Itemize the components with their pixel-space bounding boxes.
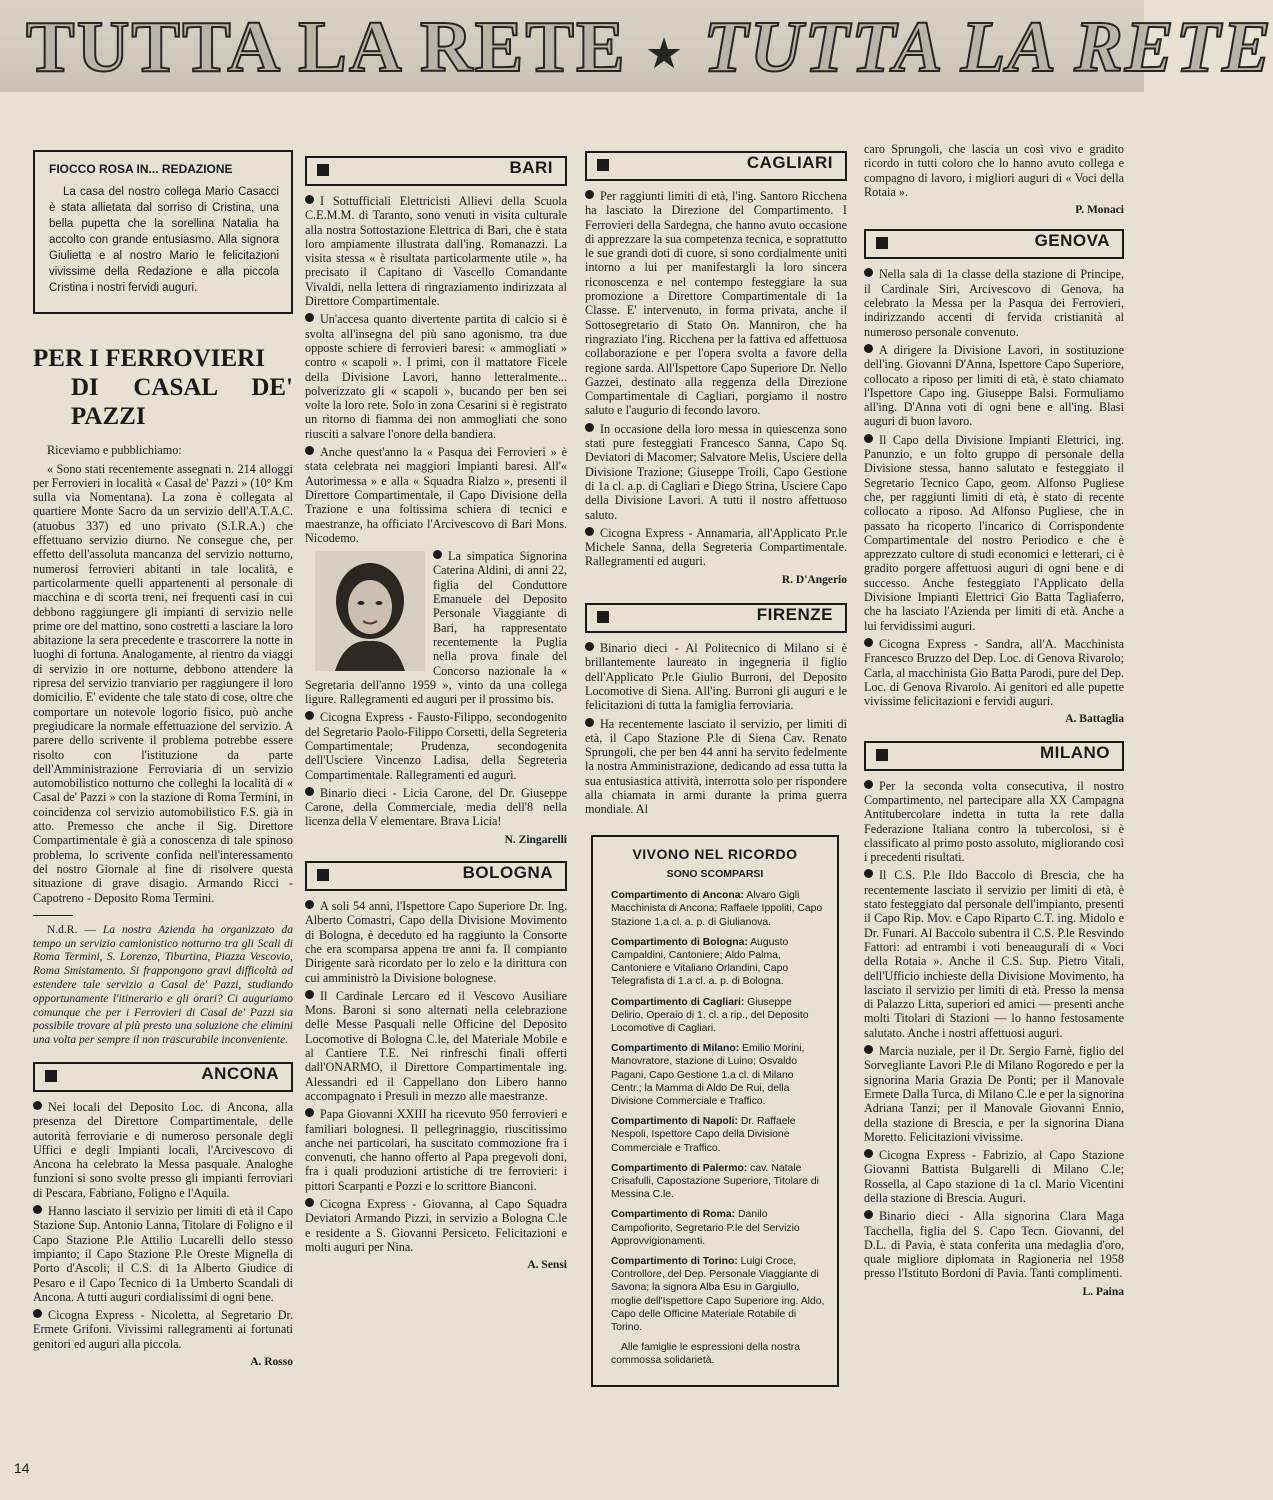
memorial-entry [605,936,825,989]
bullet-icon [305,900,314,909]
bullet-icon [585,718,594,727]
star-icon: ★ [646,33,684,76]
list-item [33,1204,293,1304]
list-item [33,1100,293,1200]
ndr-label: N.d.R. — [47,923,96,936]
item-text: A soli 54 anni, l'Ispettore Capo Superiore Dr. Ing. Alberto Comastri, Capo della Divisione Movimento di Bologna, è deceduto ed ha raggiunto la Consorte che era scomparsa appena tre anni fa. Il compianto Dirigente sarà ricordato per lo zelo e la dirittura con cui amministrò la Divisione bolognese. [305,899,567,985]
bullet-icon [585,642,594,651]
signature: L. Paina [1082,1285,1124,1298]
fiocco-rosa-box [33,150,293,314]
list-item [864,343,1124,429]
entry-text: Dr. Raffaele Nespoli, Ispettore Capo della Divisione Commerciale e Traffico. [611,1116,796,1154]
banner-title-left: TUTTA LA RETE [26,6,627,87]
section-title: BARI [509,158,553,177]
item-text: Il Capo della Divisione Impianti Elettrici, ing. Panunzio, e un folto gruppo di personale della Divisione stessa, hanno salutato e festeggiato il Segretario Tecnico Capo, geom. Alfonso Pugliese che, per raggiunti limiti di età, è stato di recente collocato a riposo. Ad Alfonso Pugliese, che in passato ha ricoperto l'incarico di Corrispondente Compartimentale del nostro Periodico e che è apprezzato cultore di studi economici e letterari, ci è gradito porgere affettuosi auguri di ogni bene e di successo. Anche festeggiato l'Applicato della Divisione Impianti Elettrici Gio Batta Tagliaferro, che ha lasciato l'Azienda per limiti di età. Anche a lui fervidissimi auguri. [864,432,1124,633]
list-item [305,1107,567,1193]
compartment-name: Compartimento di Milano: [611,1043,740,1055]
item-text: Papa Giovanni XXIII ha ricevuto 950 ferrovieri e familiari bolognesi. Il pellegrinaggio, riuscitissimo anche nei particolari, ha suscitato commozione fra i convenuti, che hanno offerto al Papa pregevoli doni, fra i quali produzioni artistiche di tre ferrovieri: i pittori Scarpanti e Pozzi e lo scrittore Bianconi. [305,1107,567,1193]
list-item [864,433,1124,633]
bullet-icon [864,434,873,443]
bullet-icon [305,1108,314,1117]
section-header-milano [864,741,1124,771]
item-text: Marcia nuziale, per il Dr. Sergio Farnè, figlio del Sorvegliante Lavori P.le di Milano Rogoredo e per la signorina Maria Grazia De Ponti; per il Manovale Ermete Dalla Turca, di Milano C.le e per la signorina Adriana Tanzi; per il Manovale Giovanni Ennio, della stazione di Brescia, e per la signorina Diana Moretto. Felicitazioni vivissime. [864,1044,1124,1144]
item-text: Binario dieci - Licia Carone, del Dr. Giuseppe Carone, della Commerciale, media dell'8 nella licenza della V elementare. Brava Licia! [305,785,567,829]
section-header-genova [864,229,1124,259]
page-number: 14 [14,1460,30,1476]
memorial-entry [605,1042,825,1108]
item-text: Nella sala di 1a classe della stazione di Principe, il Cardinale Siri, Arcivescovo di Genova, ha celebrato la Messa per la Pasqua dei Ferrovieri, indirizzando accenti di fervida cristianità al numeroso personale convenuto. [864,267,1124,339]
divider [33,915,73,916]
photo-item [305,549,567,706]
item-text: Per la seconda volta consecutiva, il nostro Compartimento, nel partecipare alla XX Campagna Antitubercolare indetta in tutta la rete dalla Federazione Italiana contro la tubercolosi, si è classificato al primo posto assoluto, migliorando così i precedenti risultati. [864,778,1124,865]
item-text: Nei locali del Deposito Loc. di Ancona, alla presenza del Direttore Compartimentale, delle autorità ferroviarie e di numeroso personale degli Uffici e degli Impianti locali, l'Arcivescovo di Ancona ha celebrato la Messa pasquale. Analoghe funzioni si sono svolte presso gli impianti ferroviari di Pescara, Fabriano, Foligno e l'Aquila. [33,1099,293,1200]
section-title: GENOVA [1034,231,1110,251]
list-item [305,312,567,441]
portrait-photo [315,551,425,671]
bullet-icon [864,268,873,277]
list-item [585,422,847,522]
list-item [864,1209,1124,1280]
memorial-entry [605,889,825,929]
bullet-icon [585,527,594,536]
column-4 [864,142,1124,1305]
bullet-icon [864,869,873,878]
signature: P. Monaci [1075,204,1124,217]
square-icon [45,1070,57,1082]
bullet-icon [433,550,442,559]
list-item [305,899,567,985]
entry-text: Luigi Croce, Controllore, del Dep. Personale Viaggiante di Savona; la signora Alba Esu in Gargiullo, moglie dell'Ispettore Capo Superiore ing. Aldo, Capo delle Officine Materiale Rotabile di Torino. [611,1256,825,1334]
memorial-closing: Alle famiglie le espressioni della nostra commossa solidarietà. [611,1342,801,1367]
bullet-icon [305,195,314,204]
list-item [864,1044,1124,1144]
section-header-bologna [305,861,567,891]
compartment-name: Compartimento di Ancona: [611,890,744,902]
signature: A. Sensi [527,1259,567,1272]
bullet-icon [33,1101,42,1110]
list-item [585,526,847,569]
list-item [864,868,1124,1040]
bullet-icon [305,313,314,322]
list-item [864,267,1124,338]
list-item [864,1148,1124,1205]
bullet-icon [864,344,873,353]
list-item [864,779,1124,865]
memorial-entry [605,1115,825,1155]
item-text: Cicogna Express - Nicoletta, al Segretario Dr. Ermete Grifoni. Vivissimi rallegramenti ai fortunati genitori ed auguri alla piccola. [33,1308,293,1351]
section-title: CAGLIARI [746,153,833,172]
section-title: FIRENZE [756,605,833,625]
list-item [864,637,1124,708]
item-text: Un'accesa quanto divertente partita di calcio si è svolta all'insegna del più sano agonismo, tra due opposte schiere di ferrovieri baresi: « ammogliati » contro « scapoli ». I primi, con il mattatore Ficele della Divisione Lavori, hanno letteralmente... polverizzato gli « scapoli », bucando per ben sei volte la loro rete. Solo in zona Cesarini si è registrato un ritorno di fiamma dei non ammogliati che sono riusciti a salvare l'onore della bandiera. [305,312,567,441]
square-icon [876,237,888,249]
bullet-icon [585,423,594,432]
square-icon [876,749,888,761]
compartment-name: Compartimento di Palermo: [611,1162,748,1174]
square-icon [597,611,609,623]
bullet-icon [305,446,314,455]
memorial-entry [605,1255,825,1334]
bullet-icon [864,780,873,789]
bullet-icon [305,787,314,796]
item-text: Il Cardinale Lercaro ed il Vescovo Ausiliare Mons. Baroni si sono alternati nella celebrazione delle Messe Pasquali nelle Officine del Deposito Locomotive di Bologna C.le, del Materiale Mobile e al Cantiere T.E. Nei rinfreschi finali offerti dall'ONARMO, il Direttore Compartimentale ing. Alessandri ed il Cappellano don Libero hanno accompagnato i Presuli in mezzo alle maestranze. [305,988,567,1103]
item-text: Cicogna Express - Fausto-Filippo, secondogenito del Segretario Paolo-Filippo Corsetti, della Segreteria Compartimentale; Prudenza, secondogenita dell'Usciere Vincenzo Ladisa, della Segreteria Compartimentale. Rallegramenti ed auguri. [305,710,567,782]
item-text: Hanno lasciato il servizio per limiti di età il Capo Stazione Sup. Antonio Lanna, Titolare di Foligno e il Capo Stazione P.le Attilio Lucarelli dello stesso impianto; il Capo Stazione P.le Oreste Mignella di Porto d'Ascoli; il C.S. di 1a Alberto Giudice di Pesaro e il Capo Tecnico di 1a Umberto Scandali di Ancona. A tutti auguri cordialissimi di ogni bene. [33,1204,293,1304]
list-item [585,717,847,817]
memorial-subtitle: SONO SCOMPARSI [666,867,764,880]
column-3 [585,145,847,1387]
list-item [305,989,567,1103]
column-2 [305,150,567,1278]
list-item [33,1308,293,1351]
item-text: Cicogna Express - Sandra, all'A. Macchinista Francesco Bruzzo del Dep. Loc. di Genova Rivarolo; Carla, al macchinista Gio Batta Parodi, pure del Dep. Loc. di Genova Rivarolo. Ai genitori ed alle pupette vivissime felicitazioni e fervidi auguri. [864,636,1124,709]
bullet-icon [33,1205,42,1214]
compartment-name: Compartimento di Napoli: [611,1116,738,1128]
bullet-icon [33,1309,42,1318]
compartment-name: Compartimento di Torino: [611,1256,738,1268]
section-header-bari [305,156,567,186]
casal-title-2: DI CASAL DE' PAZZI [71,374,293,431]
item-text: Cicogna Express - Fabrizio, al Capo Stazione Giovanni Battista Bulgarelli di Milano C.le; Rossella, al Capo stazione di 1a cl. Mario Vicentini della stazione di Brescia. Auguri. [864,1148,1124,1205]
fiocco-text: La casa del nostro collega Mario Casacci è stata allietata dal sorriso di Cristina, una bella pupetta che la sorellina Natalia ha accolto con grande entusiasmo. Alla signora Giulietta e al nostro Mario le felicitazioni vivissime della Redazione e alla piccola Cristina i nostri fervidi auguri. [49,186,279,295]
banner-title-right: TUTTA LA RETE [703,6,1273,87]
ndr-text: La nostra Azienda ha organizzato da tempo un servizio camionistico notturno tra gli Scali di Roma Termini, S. Lorenzo, Tiburtina, Piazza Vescovio, Roma Smistamento. Si frappongono gravi difficoltà ad estendere tale servizio a Casal de' Pazzi, studiando opportunamente l'itinerario e gli orari? Ci auguriamo comunque che per i Ferrovieri di Casal de' Pazzi sia possibile trovare al più presto una soluzione che elimini una volta per sempre il non trascurabile inconveniente. [33,923,294,1047]
entry-text: Giuseppe Delirio, Operaio di 1. cl. a rip., del Deposito Locomotive di Cagliari. [611,996,809,1034]
bullet-icon [585,190,594,199]
entry-text: Danilo Campofiorito, Segretario P.le del Servizio Approvvigionamenti. [611,1209,800,1247]
section-title: BOLOGNA [462,863,553,883]
casal-intro: Riceviamo e pubblichiamo: [47,443,182,458]
square-icon [597,159,609,171]
entry-text: Augusto Campaldini, Cantoniere; Aldo Palma, Cantoniere e Vitaliano Orlandini, Capo Telegrafista di 1.a cl. a. p. di Bologna. [611,936,789,988]
signature: A. Rosso [250,1356,293,1369]
list-item [585,189,847,418]
item-text: I Sottufficiali Elettricisti Allievi della Scuola C.E.M.M. di Taranto, sono venuti in visita culturale alla nostra Sottostazione Elettrica di Bari, che è stata loro ampiamente illustrata dall'ing. Romanazzi. La visita stessa « è risultata particolarmente utile », ha precisato il Capitano di Vascello Comandante Vivaldi, nella lettera di ringraziamento indirizzata al Direttore Compartimentale. [305,194,567,309]
ndr-note [33,924,293,1048]
item-text: Binario dieci - Al Politecnico di Milano si è brillantemente laureato in ingegneria il figlio dell'Applicato Pr.le Giulio Burroni, del Deposito Locomotive di Siena. All'ing. Burroni gli auguri e le felicitazioni di tutta la famiglia ferroviaria. [585,641,847,713]
signature: N. Zingarelli [504,833,567,846]
list-item [305,194,567,308]
item-text: In occasione della loro messa in quiescenza sono stati pure festeggiati Francesco Sanna, Capo Sq. Deviatori di Macomer; Salvatore Melis, Usciere della Divisione Trazione; Giuseppe Troili, Capo Gestione di 1a cl. a.p. di Cagliari e Diego Strina, Usciere Capo della Divisione Lavori. A tutti il nostro affettuoso saluto. [585,421,847,522]
compartment-name: Compartimento di Roma: [611,1209,736,1221]
item-text: Cicogna Express - Giovanna, al Capo Squadra Deviatori Armando Pizzi, in servizio a Bologna C.le e residente a S. Giovanni Persiceto. Felicitazioni e molti auguri per Nina. [305,1197,567,1254]
list-item [585,641,847,712]
item-text: Anche quest'anno la « Pasqua dei Ferrovieri » è stata celebrata nei maggiori Impianti baresi. All'« Autorimessa » e alla « Squadra Rialzo », presenti il Direttore Compartimentale, il Capo Divisione della Trazione e una foltissima schiera di tecnici e maestranze, ha officiato l'Arcivescovo di Bari Mons. Nicodemo. [305,445,567,545]
memorial-title: VIVONO NEL RICORDO [632,845,798,862]
item-text: La simpatica Signorina Caterina Aldini, di anni 22, figlia del Conduttore Emanuele del Deposito Personale Viaggiante di Bari, ha rappresentato recentemente la Puglia nella prova finale del Concorso nazionale la « Segretaria dell'anno 1959 », vinto da una collega ligure. Rallegramenti ed auguri per il prossimo bis. [305,549,567,707]
casal-body: « Sono stati recentemente assegnati n. 214 alloggi per Ferrovieri in località « Casal de' Pazzi » (10° Km sulla via Nomentana). La zona è collegata al quartiere Monte Sacro da un servizio dell'A.T.A.C. (atuobus 337) ed uno privato (S.I.R.A.) che effettuano servizio diurno. Ne consegue che, per effetto dell'assoluta mancanza del servizio notturno, numerosi ferrovieri abitanti in tale località, e particolarmente quelli appartenenti al personale di macchina e di scorta treni, nei frequenti casi in cui debbono raggiungere gli impianti di servizio nelle prime ore del mattino, sono costretti a lasciare la loro abitazione la sera precedente e trascorrere la notte in luoghi di fortuna. Analogamente, al rientro da viaggi di servizio in ore notturne, debbono attendere la ripresa del servizio tranviario per raggiungere il loro domicilio. E' evidente che tale stato di cose, oltre che comportare un notevole logorio fisico, può anche pregiudicare la normale effettuazione del servizio. A parere dello scrivente il problema potrebbe essere risolto con l'istituzione da parte dell'Amministrazione Ferroviaria di un servizio automobilistico notturno che colleghi la località di « Casal de' Pazzi » con la stazione di Roma Termini, in coincidenza col servizio automobilistico F.S. già in atto. Premesso che anche il Sig. Direttore Compartimentale è già a conoscenza di tale spinoso problema, lo scrivente confida nell'interessamento del nostro Giornale al fine di risolvere questa situazione di grave disagio. Armando Ricci - Capotreno - Deposito Roma Termini. [33,461,293,905]
casal-headline [33,344,293,431]
memorial-entry [605,996,825,1036]
item-text: Per raggiunti limiti di età, l'ing. Santoro Ricchena ha lasciato la Direzione del Compartimento. I Ferrovieri della Sardegna, che hanno avuto occasione di apprezzare la sua competenza tecnica, e soprattutto le sue grandi doti di cuore, si sono cordialmente uniti intorno a lui per manifestargli la loro sincera riconoscenza e nel contempo festeggiare la sua promozione a Direttore Compartimentale di 1a Classe. E' intervenuto, in forma privata, anche il Sottosegretario di Stato On. Manniron, che ha ringraziato l'ing. Ricchena per la fattiva ed affettuosa collaborazione e per l'opera svolta a favore della regione sarda. All'Ispettore Capo Superiore Dr. Nello Gazzei, destinato alla reggenza della Direzione Compartimentale di Cagliari, porgiamo il nostro saluto e l'augurio di fecondo lavoro. [585,189,847,418]
compartment-name: Compartimento di Bologna: [611,936,748,948]
continuation-text: caro Sprungoli, che lascia un così vivo e gradito ricordo in tutti coloro che lo hanno avuto collega e compagno di lavoro, i migliori auguri di « Voci della Rotaia ». [864,142,1124,199]
section-title: MILANO [1039,742,1110,762]
signature: R. D'Angerio [781,573,847,586]
entry-text: Emilio Morini, Manovratore, stazione di Luino; Osvaldo Pagani, Capo Gestione 1.a cl. di Milano Centr.; la Mamma di Aldo De Rui, della Divisione Commerciale e Traffico. [611,1043,805,1108]
fiocco-title: FIOCCO ROSA IN... REDAZIONE [49,162,233,176]
list-item [305,786,567,829]
signature: A. Battaglia [1065,713,1124,726]
square-icon [317,869,329,881]
section-header-firenze [585,603,847,633]
list-item [305,445,567,545]
memorial-entry [605,1208,825,1248]
entry-text: cav. Natale Crisafulli, Capostazione Superiore, Titolare di Messina C.le. [611,1162,819,1201]
item-text: Ha recentemente lasciato il servizio, per limiti di età, il Capo Stazione P.le di Siena Cav. Renato Sprungoli, che per ben 44 anni ha servito fedelmente la nostra Amministrazione, dedicando ad essa tutta la sua entusiastica attività, interrotta solo per rispondere alla chiamata in armi durante la prima guerra mondiale. Al [585,716,847,817]
compartment-name: Compartimento di Cagliari: [611,996,745,1008]
masthead-banner [0,0,1273,92]
memorial-entry [605,1162,825,1202]
item-text: Binario dieci - Alla signorina Clara Maga Tacchella, figlia del S. Capo Tecn. Giovanni, del D.L. di Pavia, è stata conferita una medaglia d'oro, quale migliore diplomata in Ragioneria nel 1958 presso l'Istituto Bordoni di Pavia. Tanti complimenti. [864,1209,1124,1281]
item-text: Il C.S. P.le Ildo Baccolo di Brescia, che ha recentemente lasciato il servizio per limiti di età, è stato festeggiato dal personale dell'impianto, presenti il Capo Rip. Mov. e Capo Riparto C.T. ing. Midolo e Dr. Funari. Al Baccolo subentra il C.S. P.le Resvindo Fattori: ad entrambi i voti beneaugurali di « Voci della Rotaia ». Anche il C.S. Sup. Pietro Vitali, dell'Ufficio inchieste della Divisione Movimento, ha lasciato il servizio per limiti di età. Presso la mensa di Palazzo Litta, superiori ed amici — presenti anche molti Titolari di Stazioni — lo hanno festosamente salutato. Anche i nostri affettuosi auguri. [864,868,1124,1040]
casal-title-1: PER I FERROVIERI [33,345,265,373]
bullet-icon [864,1149,873,1158]
bullet-icon [305,1198,314,1207]
square-icon [317,164,329,176]
bullet-icon [864,1210,873,1219]
section-title: ANCONA [201,1063,279,1083]
section-header-ancona [33,1062,293,1092]
item-text: Cicogna Express - Annamaria, all'Applicato Pr.le Michele Sanna, della Segreteria Compartimentale. Rallegramenti ed auguri. [585,525,847,569]
list-item [305,1197,567,1254]
bullet-icon [864,638,873,647]
portrait-image-icon [315,551,425,671]
column-1 [33,150,293,1375]
section-header-cagliari [585,151,847,181]
bullet-icon [864,1045,873,1054]
item-text: A dirigere la Divisione Lavori, in sostituzione dell'ing. Giovanni D'Anna, Ispettore Capo Superiore, collocato a riposo per limiti di età, è stato chiamato l'Ispettore Capo ing. Giuseppe Balsi. Formuliamo all'ing. D'Anna voti di ogni bene e all'ing. Blasi auguri di buon lavoro. [864,342,1124,429]
entry-text: Alvaro Gigli Macchinista di Ancona; Raffaele Ippoliti, Capo Stazione 1.a cl. a. p. di Giulianova. [611,890,823,928]
bullet-icon [305,990,314,999]
bullet-icon [305,711,314,720]
memorial-box [591,835,839,1387]
list-item [305,710,567,781]
